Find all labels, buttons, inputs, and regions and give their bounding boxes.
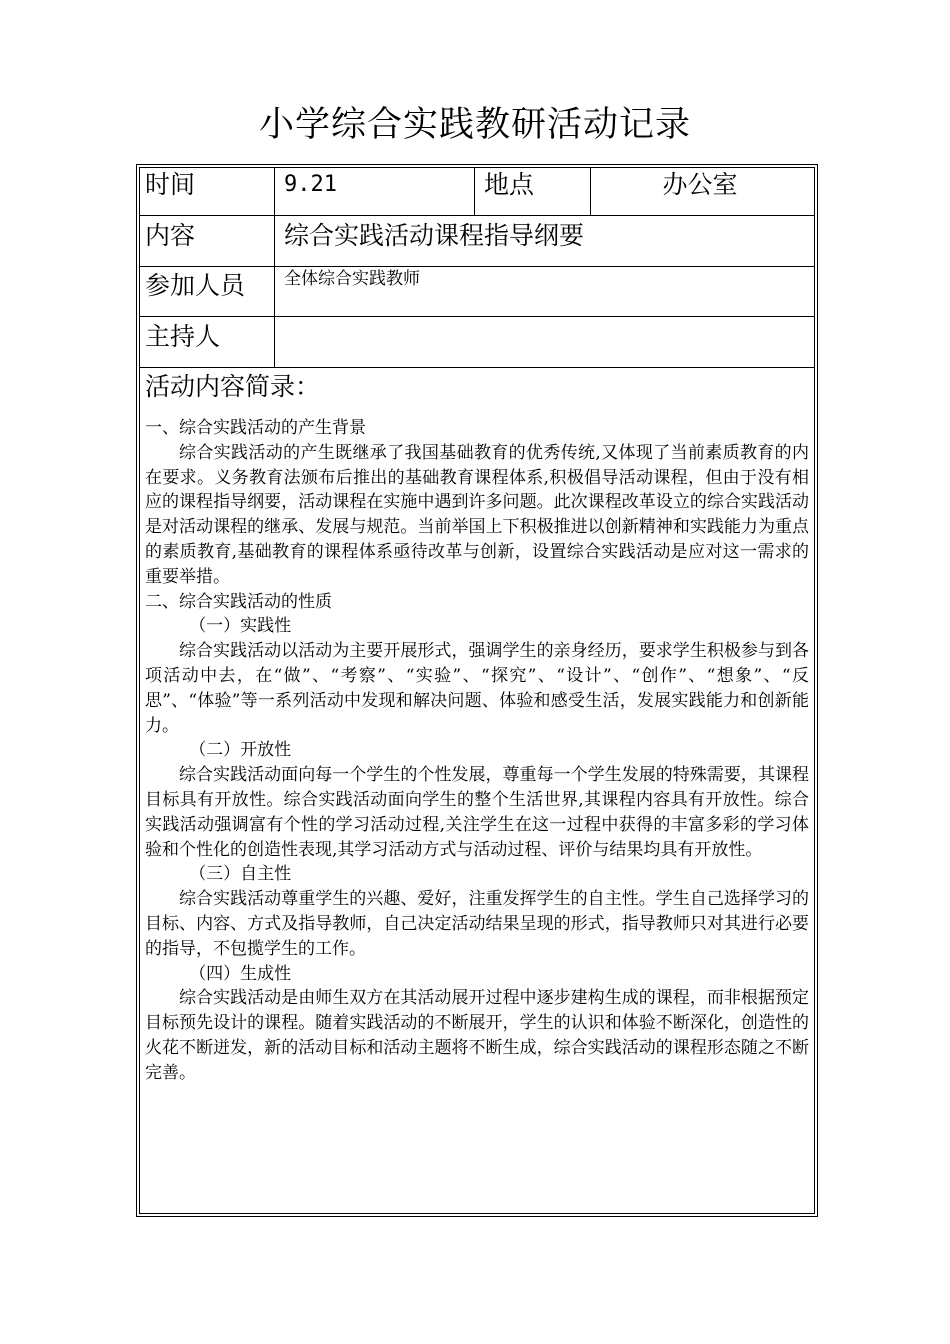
column-divider xyxy=(474,168,475,215)
column-divider xyxy=(590,168,591,215)
participants-value: 全体综合实践教师 xyxy=(284,269,420,289)
subsection-heading: （三）自主性 xyxy=(189,864,292,885)
column-divider xyxy=(274,168,275,367)
body-paragraph: 综合实践活动面向每一个学生的个性发展，尊重每一个学生发展的特殊需要，其课程目标具有开放性。综合实践活动面向学生的整个生活世界,其课程内容具有开放性。综合实践活动强调富有个性的学习活动过程,关注学生在这一过程中获得的丰富多彩的学习体验和个性化的创造性表现,其学习活动方式与活动过程、评价与结果均具有开放性。 xyxy=(145,765,809,860)
document-title: 小学综合实践教研活动记录 xyxy=(258,105,691,145)
place-label: 地点 xyxy=(484,170,535,199)
participants-label: 参加人员 xyxy=(145,271,246,300)
section-heading: 一、综合实践活动的产生背景 xyxy=(145,418,366,438)
row-divider xyxy=(140,266,814,267)
row-divider xyxy=(140,367,814,368)
summary-body xyxy=(145,416,809,1086)
body-paragraph: 综合实践活动的产生既继承了我国基础教育的优秀传统,又体现了当前素质教育的内在要求。义务教育法颁布后推出的基础教育课程体系,积极倡导活动课程，但由于没有相应的课程指导纲要，活动课程在实施中遇到许多问题。此次课程改革设立的综合实践活动是对活动课程的继承、发展与规范。当前举国上下积极推进以创新精神和实践能力为重点的素质教育,基础教育的课程体系亟待改革与创新，设置综合实践活动是应对这一需求的重要举措。 xyxy=(145,442,809,587)
subsection-heading: （四）生成性 xyxy=(189,963,292,984)
subsection-heading: （一）实践性 xyxy=(189,616,292,637)
summary-heading: 活动内容简录： xyxy=(145,372,321,401)
content-value: 综合实践活动课程指导纲要 xyxy=(284,221,585,250)
host-label: 主持人 xyxy=(145,322,221,351)
subsection-heading: （二）开放性 xyxy=(189,740,292,761)
body-paragraph: 综合实践活动以活动为主要开展形式，强调学生的亲身经历，要求学生积极参与到各项活动中去，在“做”、“考察”、“实验”、“探究”、“设计”、“创作”、“想象”、“反思”、“体验”等一系列活动中发现和解决问题、体验和感受生活，发展实践能力和创新能力。 xyxy=(145,641,809,736)
section-heading: 二、综合实践活动的性质 xyxy=(145,591,332,612)
time-value: 9.21 xyxy=(284,172,337,197)
content-label: 内容 xyxy=(145,221,196,250)
row-divider xyxy=(140,316,814,317)
row-divider xyxy=(140,215,814,216)
body-paragraph: 综合实践活动尊重学生的兴趣、爱好，注重发挥学生的自主性。学生自己选择学习的目标、内容、方式及指导教师，自己决定活动结果呈现的形式，指导教师只对其进行必要的指导，不包揽学生的工作。 xyxy=(145,889,809,959)
time-label: 时间 xyxy=(145,170,196,199)
body-paragraph: 综合实践活动是由师生双方在其活动展开过程中逐步建构生成的课程，而非根据预定目标预先设计的课程。随着实践活动的不断展开，学生的认识和体验不断深化，创造性的火花不断迸发，新的活动目标和活动主题将不断生成，综合实践活动的课程形态随之不断完善。 xyxy=(145,988,809,1083)
place-value: 办公室 xyxy=(662,170,738,199)
